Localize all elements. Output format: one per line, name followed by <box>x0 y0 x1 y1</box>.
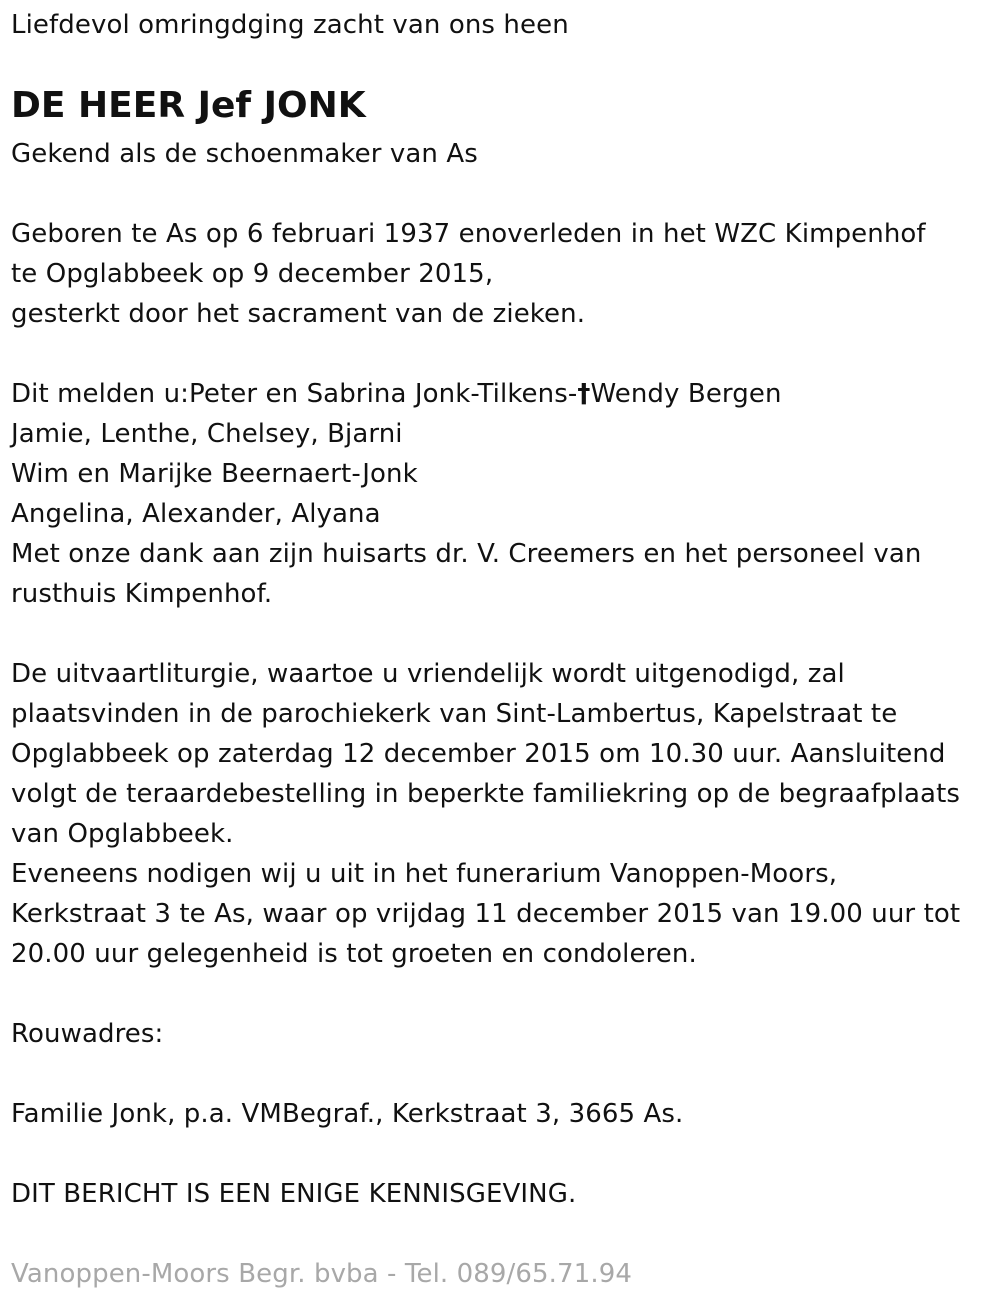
mourning-address: Familie Jonk, p.a. VMBegraf., Kerkstraat 3, 3665 As. <box>11 1099 684 1129</box>
funeral-line-4: volgt de teraardebestelling in beperkte familiekring op de begraafplaats <box>11 779 961 809</box>
intro-text: Liefdevol omringdging zacht van ons heen <box>11 10 569 40</box>
address-label: Rouwadres: <box>11 1019 164 1049</box>
funeral-line-5: van Opglabbeek. <box>11 819 234 849</box>
funeral-line-1: De uitvaartliturgie, waartoe u vriendelijk wordt uitgenodigd, zal <box>11 659 845 689</box>
family-line-1-prefix: Dit melden u:Peter en Sabrina Jonk-Tilkens- <box>11 379 578 409</box>
cross-icon: † <box>577 379 591 409</box>
birth-line-2: te Opglabbeek op 9 december 2015, <box>11 259 494 289</box>
birth-line-3: gesterkt door het sacrament van de zieken. <box>11 299 586 329</box>
deceased-name: DE HEER Jef JONK <box>11 85 366 126</box>
funeral-home-footer: Vanoppen-Moors Begr. bvba - Tel. 089/65.71.94 <box>11 1259 632 1289</box>
funeral-line-2: plaatsvinden in de parochiekerk van Sint-Lambertus, Kapelstraat te <box>11 699 898 729</box>
family-line-6: rusthuis Kimpenhof. <box>11 579 273 609</box>
family-line-1-suffix: Wendy Bergen <box>590 379 782 409</box>
family-line-4: Angelina, Alexander, Alyana <box>11 499 381 529</box>
family-line-2: Jamie, Lenthe, Chelsey, Bjarni <box>11 419 403 449</box>
nickname-text: Gekend als de schoenmaker van As <box>11 139 478 169</box>
birth-line-1: Geboren te As op 6 februari 1937 enoverleden in het WZC Kimpenhof <box>11 219 926 249</box>
notice-text: DIT BERICHT IS EEN ENIGE KENNISGEVING. <box>11 1179 577 1209</box>
funeral-line-7: Kerkstraat 3 te As, waar op vrijdag 11 december 2015 van 19.00 uur tot <box>11 899 961 929</box>
family-line-1 <box>11 374 782 414</box>
funeral-line-6: Eveneens nodigen wij u uit in het funerarium Vanoppen-Moors, <box>11 859 838 889</box>
funeral-line-3: Opglabbeek op zaterdag 12 december 2015 om 10.30 uur. Aansluitend <box>11 739 946 769</box>
family-line-3: Wim en Marijke Beernaert-Jonk <box>11 459 418 489</box>
funeral-line-8: 20.00 uur gelegenheid is tot groeten en condoleren. <box>11 939 697 969</box>
family-line-5: Met onze dank aan zijn huisarts dr. V. Creemers en het personeel van <box>11 539 922 569</box>
